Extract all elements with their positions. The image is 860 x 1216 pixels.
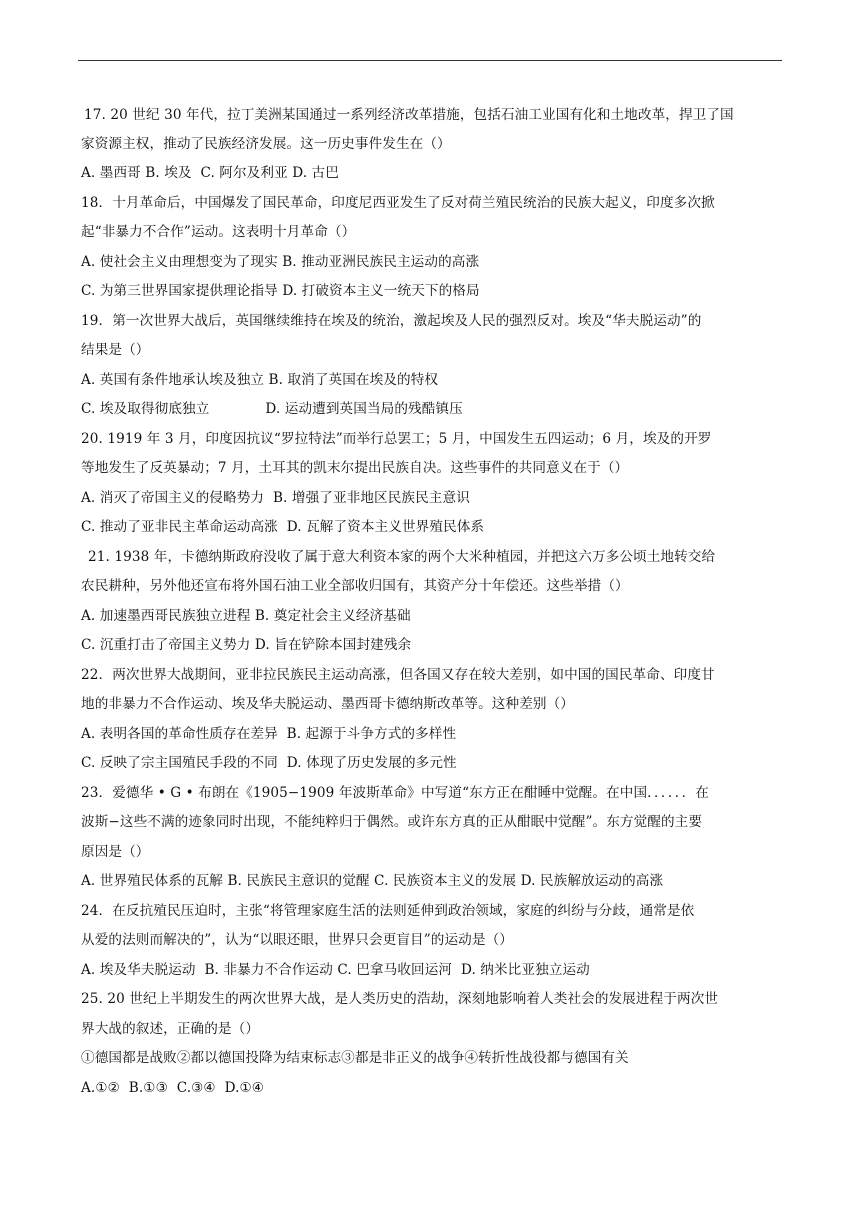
option-b[interactable]: B. 奠定社会主义经济基础	[254, 608, 411, 624]
option-d[interactable]: D. 体现了历史发展的多元性	[286, 755, 457, 771]
question-20-stem-line-1: 20. 1919 年 3 月，印度因抗议“罗拉特法”而举行总罢工；5 月，中国发生五四运动；6 月，埃及的开罗	[81, 431, 712, 447]
question-25-stem-line-2: 界大战的叙述，正确的是（）	[81, 1021, 260, 1037]
question-19-stem-line-1: 19．第一次世界大战后，英国继续维持在埃及的统治，激起埃及人民的强烈反对。埃及“华夫脱运动”的	[81, 313, 702, 329]
option-a[interactable]: A. 使社会主义由理想变为了现实	[81, 254, 278, 270]
option-b[interactable]: B.①③	[128, 1080, 168, 1096]
question-21-stem-line-1: 21. 1938 年，卡德纳斯政府没收了属于意大利资本家的两个大米种植园，并把这六万多公顷土地转交给	[88, 549, 716, 565]
option-d[interactable]: D. 运动遭到英国当局的残酷镇压	[265, 401, 463, 417]
option-a[interactable]: A. 墨西哥	[81, 165, 141, 181]
header-rule	[78, 60, 782, 61]
question-23-options	[81, 872, 663, 890]
question-20-stem-line-2: 等地发生了反英暴动；7 月，土耳其的凯末尔提出民族自决。这些事件的共同意义在于（）	[81, 460, 629, 476]
option-d[interactable]: D. 打破资本主义一统天下的格局	[282, 283, 480, 299]
question-18-stem-line-1: 18．十月革命后，中国爆发了国民革命，印度尼西亚发生了反对荷兰殖民统治的民族大起义，印度多次掀	[81, 195, 715, 211]
option-a[interactable]: A. 埃及华夫脱运动	[81, 962, 196, 978]
question-21-options-row-1	[81, 607, 411, 625]
option-a[interactable]: A. 世界殖民体系的瓦解	[81, 873, 224, 889]
option-d[interactable]: D. 民族解放运动的高涨	[520, 873, 664, 889]
option-c[interactable]: C. 沉重打击了帝国主义势力	[81, 637, 251, 653]
question-18-stem-line-2: 起“非暴力不合作”运动。这表明十月革命（）	[81, 224, 356, 240]
question-20-options-row-2	[81, 518, 484, 536]
option-c[interactable]: C.③④	[176, 1080, 216, 1096]
question-25-statements: ①德国都是战败②都以德国投降为结束标志③都是非正义的战争④转折性战役都与德国有关	[81, 1050, 629, 1066]
option-c[interactable]: C. 民族资本主义的发展	[374, 873, 517, 889]
option-c[interactable]: C. 推动了亚非民主革命运动高涨	[81, 519, 278, 535]
option-d[interactable]: D.①④	[224, 1080, 265, 1096]
option-c[interactable]: C. 巴拿马收回运河	[337, 962, 453, 978]
question-17-options	[81, 164, 339, 182]
option-c[interactable]: C. 阿尔及利亚	[200, 165, 288, 181]
question-18-options-row-1	[81, 253, 479, 271]
question-20-options-row-1	[81, 489, 470, 507]
question-22-options-row-2	[81, 754, 457, 772]
option-c[interactable]: C. 为第三世界国家提供理论指导	[81, 283, 278, 299]
question-22-stem-line-1: 22．两次世界大战期间，亚非拉民族民主运动高涨，但各国又存在较大差别，如中国的国民革命、印度甘	[81, 667, 715, 683]
question-24-options	[81, 961, 590, 979]
option-a[interactable]: A. 加速墨西哥民族独立进程	[81, 608, 251, 624]
option-c[interactable]: C. 埃及取得彻底独立	[81, 401, 210, 417]
question-17-stem-line-2: 家资源主权，推动了民族经济发展。这一历史事件发生在（）	[81, 136, 451, 152]
question-21-options-row-2	[81, 636, 411, 654]
question-18-options-row-2	[81, 282, 480, 300]
question-22-options-row-1	[81, 725, 456, 743]
option-b[interactable]: B. 推动亚洲民族民主运动的高涨	[282, 254, 480, 270]
option-d[interactable]: D. 瓦解了资本主义世界殖民体系	[286, 519, 485, 535]
option-b[interactable]: B. 非暴力不合作运动	[204, 962, 333, 978]
option-b[interactable]: B. 增强了亚非地区民族民主意识	[272, 490, 470, 506]
question-23-stem-line-1: 23．爱德华 • G • 布朗在《1905−1909 年波斯革命》中写道“东方正在酣睡中觉醒。在中国．．．．．．在	[81, 785, 709, 801]
option-b[interactable]: B. 民族民主意识的觉醒	[227, 873, 370, 889]
option-b[interactable]: B. 起源于斗争方式的多样性	[286, 726, 457, 742]
question-19-options-row-2	[81, 400, 463, 418]
question-25-stem-line-1: 25. 20 世纪上半期发生的两次世界大战，是人类历史的浩劫，深刻地影响着人类社会的发展进程于两次世	[81, 991, 719, 1007]
question-17-stem-line-1: 17. 20 世纪 30 年代，拉丁美洲某国通过一系列经济改革措施，包括石油工业国有化和土地改革，捍卫了国	[84, 107, 734, 123]
option-a[interactable]: A. 表明各国的革命性质存在差异	[81, 726, 278, 742]
question-23-stem-line-2: 波斯−这些不满的迹象同时出现，不能纯粹归于偶然。或许东方真的正从酣眠中觉醒”。东方觉醒的主要	[81, 814, 703, 830]
option-b[interactable]: B. 取消了英国在埃及的特权	[268, 372, 439, 388]
question-19-options-row-1	[81, 371, 438, 389]
option-d[interactable]: D. 旨在铲除本国封建残余	[254, 637, 412, 653]
option-d[interactable]: D. 纳米比亚独立运动	[460, 962, 590, 978]
question-24-stem-line-1: 24．在反抗殖民压迫时，主张“将管理家庭生活的法则延伸到政治领域，家庭的纠纷与分歧，通常是依	[81, 903, 695, 919]
option-d[interactable]: D. 古巴	[292, 165, 339, 181]
option-b[interactable]: B. 埃及	[145, 165, 192, 181]
option-a[interactable]: A. 英国有条件地承认埃及独立	[81, 372, 265, 388]
option-a[interactable]: A.①②	[81, 1080, 120, 1096]
question-19-stem-line-2: 结果是（）	[81, 342, 150, 358]
question-25-options	[81, 1079, 264, 1097]
option-a[interactable]: A. 消灭了帝国主义的侵略势力	[81, 490, 265, 506]
question-24-stem-line-2: 从爱的法则而解决的”，认为“以眼还眼，世界只会更盲目”的运动是（）	[81, 932, 513, 948]
option-c[interactable]: C. 反映了宗主国殖民手段的不同	[81, 755, 278, 771]
question-23-stem-line-3: 原因是（）	[81, 844, 150, 860]
question-21-stem-line-2: 农民耕种，另外他还宣布将外国石油工业全部收归国有，其资产分十年偿还。这些举措（）	[81, 578, 629, 594]
question-22-stem-line-2: 地的非暴力不合作运动、埃及华夫脱运动、墨西哥卡德纳斯改革等。这种差别（）	[81, 696, 574, 712]
